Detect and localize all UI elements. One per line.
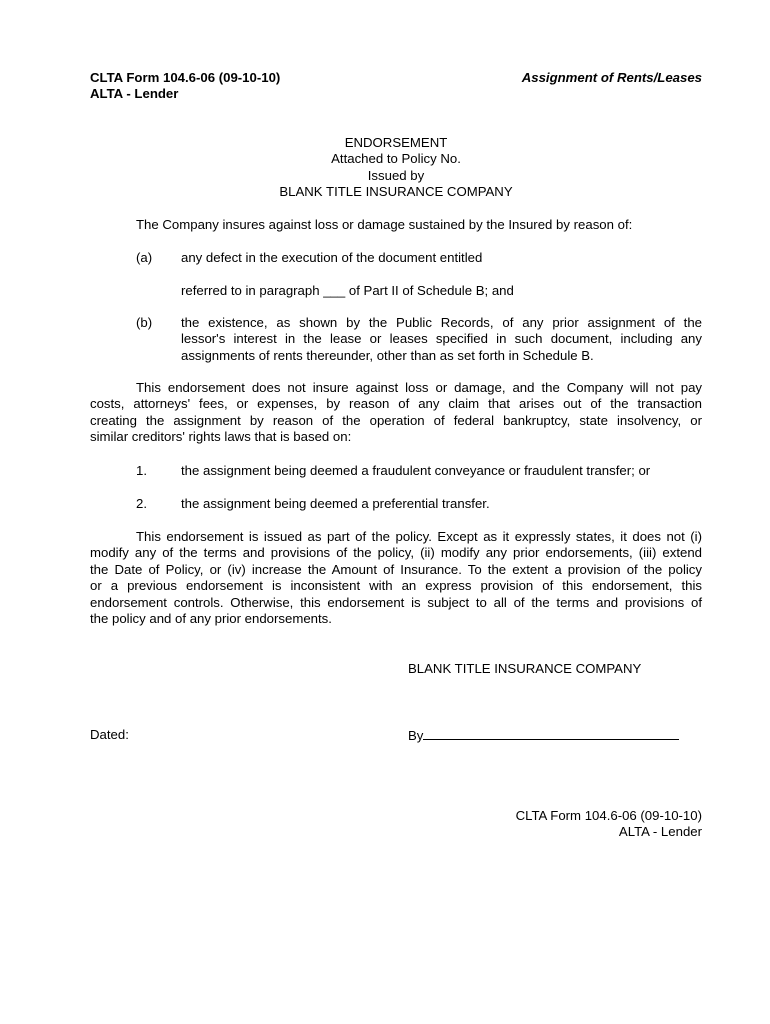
item-b-line: lessor's interest in the lease or leases specified in such document, including any	[181, 331, 702, 347]
item-2-text: the assignment being deemed a preferential transfer.	[181, 496, 490, 511]
exclusion-line: similar creditors' rights laws that is based on:	[90, 429, 352, 445]
item-1-label: 1.	[136, 463, 147, 478]
item-a-subtext: referred to in paragraph ___ of Part II of Schedule B; and	[181, 283, 514, 298]
signature-by	[408, 727, 679, 744]
item-a-label: (a)	[136, 250, 153, 265]
closing-line: or a previous endorsement is inconsistent with an express provision of this endorsement, this	[90, 578, 702, 594]
header-form-type: ALTA - Lender	[90, 86, 179, 101]
signature-company: BLANK TITLE INSURANCE COMPANY	[408, 661, 642, 676]
issued-by: Issued by	[367, 167, 425, 183]
exclusion-paragraph	[90, 380, 702, 446]
closing-line: This endorsement is issued as part of the policy. Except as it expressly states, it does not (i)	[136, 529, 702, 544]
item-b-line: assignments of rents thereunder, other than as set forth in Schedule B.	[181, 347, 594, 363]
dated-label: Dated:	[90, 727, 129, 742]
exclusion-line: creating the assignment by reason of the operation of federal bankruptcy, state insolvency, or	[90, 412, 702, 428]
closing-line: endorsement controls. Otherwise, this endorsement is subject to all of the terms and provisions of	[90, 594, 702, 610]
endorsement-block	[90, 135, 702, 201]
closing-line: the Date of Policy, or (iv) increase the Amount of Insurance. To the extent a provision of the policy	[90, 561, 702, 577]
closing-line: the policy and of any prior endorsements.	[90, 611, 332, 627]
item-2-label: 2.	[136, 496, 147, 511]
closing-paragraph	[90, 529, 702, 627]
endorsement-heading: ENDORSEMENT	[344, 135, 448, 150]
closing-line: modify any of the terms and provisions of the policy, (ii) modify any prior endorsements, (iii) extend	[90, 545, 702, 561]
footer-form-type: ALTA - Lender	[618, 824, 702, 840]
item-1-text: the assignment being deemed a fraudulent conveyance or fraudulent transfer; or	[181, 463, 651, 478]
exclusion-line: costs, attorneys' fees, or expenses, by reason of any claim that arises out of the transaction	[90, 396, 702, 412]
item-a-text: any defect in the execution of the document entitled	[181, 250, 483, 265]
footer-form-id: CLTA Form 104.6-06 (09-10-10)	[515, 808, 702, 823]
exclusion-line: This endorsement does not insure against loss or damage, and the Company will not pay	[136, 380, 702, 395]
item-b-text	[181, 315, 702, 364]
signature-line[interactable]	[423, 727, 679, 740]
footer-block	[516, 808, 702, 841]
attached-to-policy: Attached to Policy No.	[331, 151, 461, 167]
item-b-label: (b)	[136, 315, 153, 330]
header-form-id: CLTA Form 104.6-06 (09-10-10)	[90, 70, 281, 85]
header-title: Assignment of Rents/Leases	[521, 70, 702, 85]
intro-text: The Company insures against loss or damage sustained by the Insured by reason of:	[136, 217, 633, 232]
issuer-company: BLANK TITLE INSURANCE COMPANY	[279, 184, 513, 200]
by-label: By	[408, 728, 424, 743]
item-b-line: the existence, as shown by the Public Records, of any prior assignment of the	[181, 315, 702, 330]
